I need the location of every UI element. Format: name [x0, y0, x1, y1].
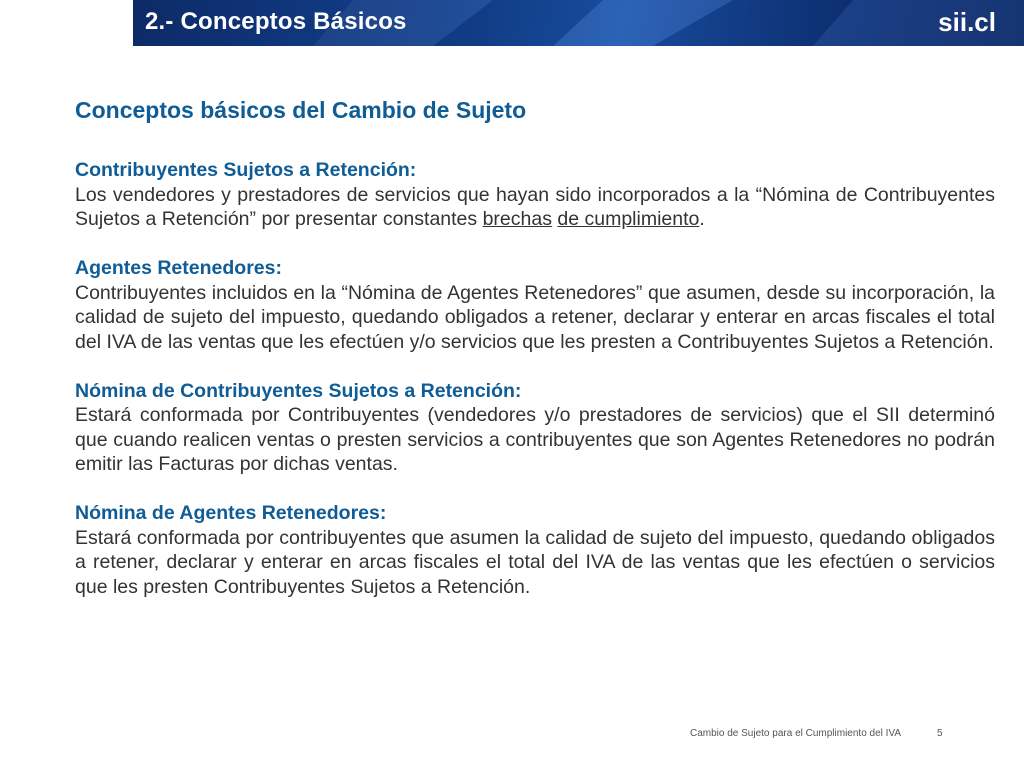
- section-paragraph: Estará conformada por contribuyentes que asumen la calidad de sujeto del impuesto, quedando obligados a retener, declarar y enterar en arcas fiscales el total del IVA de las ventas que les efectúen o servicios que les presten Contribuyentes Sujetos a Retención.: [75, 526, 995, 598]
- section-heading: Nómina de Agentes Retenedores:: [75, 502, 387, 524]
- section-nomina-contribuyentes: [75, 379, 995, 477]
- section-paragraph: Estará conformada por Contribuyentes (vendedores y/o prestadores de servicios) que el SII determinó que cuando realicen ventas o presten servicios a contribuyentes que son Agentes Retenedores no podrán emitir las Facturas por dichas ventas.: [75, 404, 995, 475]
- page-title: 2.- Conceptos Básicos: [145, 8, 407, 35]
- section-agentes-retenedores: [75, 256, 995, 354]
- main-title: Conceptos básicos del Cambio de Sujeto: [75, 97, 527, 123]
- section-paragraph: [75, 183, 995, 232]
- section-heading: Nómina de Contribuyentes Sujetos a Retención:: [75, 379, 522, 402]
- section-contribuyentes-sujetos: [75, 158, 995, 232]
- sii-logo: sii.cl: [938, 7, 996, 37]
- section-heading: Contribuyentes Sujetos a Retención:: [75, 159, 417, 181]
- paragraph-text: .: [699, 208, 705, 230]
- section-heading: Agentes Retenedores:: [75, 257, 282, 279]
- underlined-text: de cumplimiento: [557, 208, 700, 230]
- page-number: 5: [937, 728, 943, 739]
- paragraph-text: Los vendedores y prestadores de servicios que hayan sido incorporados a la “Nómina de Contribuyentes Sujetos a Retención” por presentar constantes: [75, 183, 995, 230]
- header-banner: [133, 0, 1024, 46]
- content-area: [75, 96, 995, 624]
- section-nomina-agentes: [75, 501, 995, 599]
- underlined-text: brechas: [482, 208, 552, 230]
- footer-text: Cambio de Sujeto para el Cumplimiento del IVA: [690, 728, 902, 739]
- section-paragraph: Contribuyentes incluidos en la “Nómina de Agentes Retenedores” que asumen, desde su incorporación, la calidad de sujeto del impuesto, quedando obligados a retener, declarar y enterar en arcas fiscales el total del IVA de las ventas que les efectúen y/o servicios que les presten a Contribuyentes Sujetos a Retención.: [75, 281, 995, 353]
